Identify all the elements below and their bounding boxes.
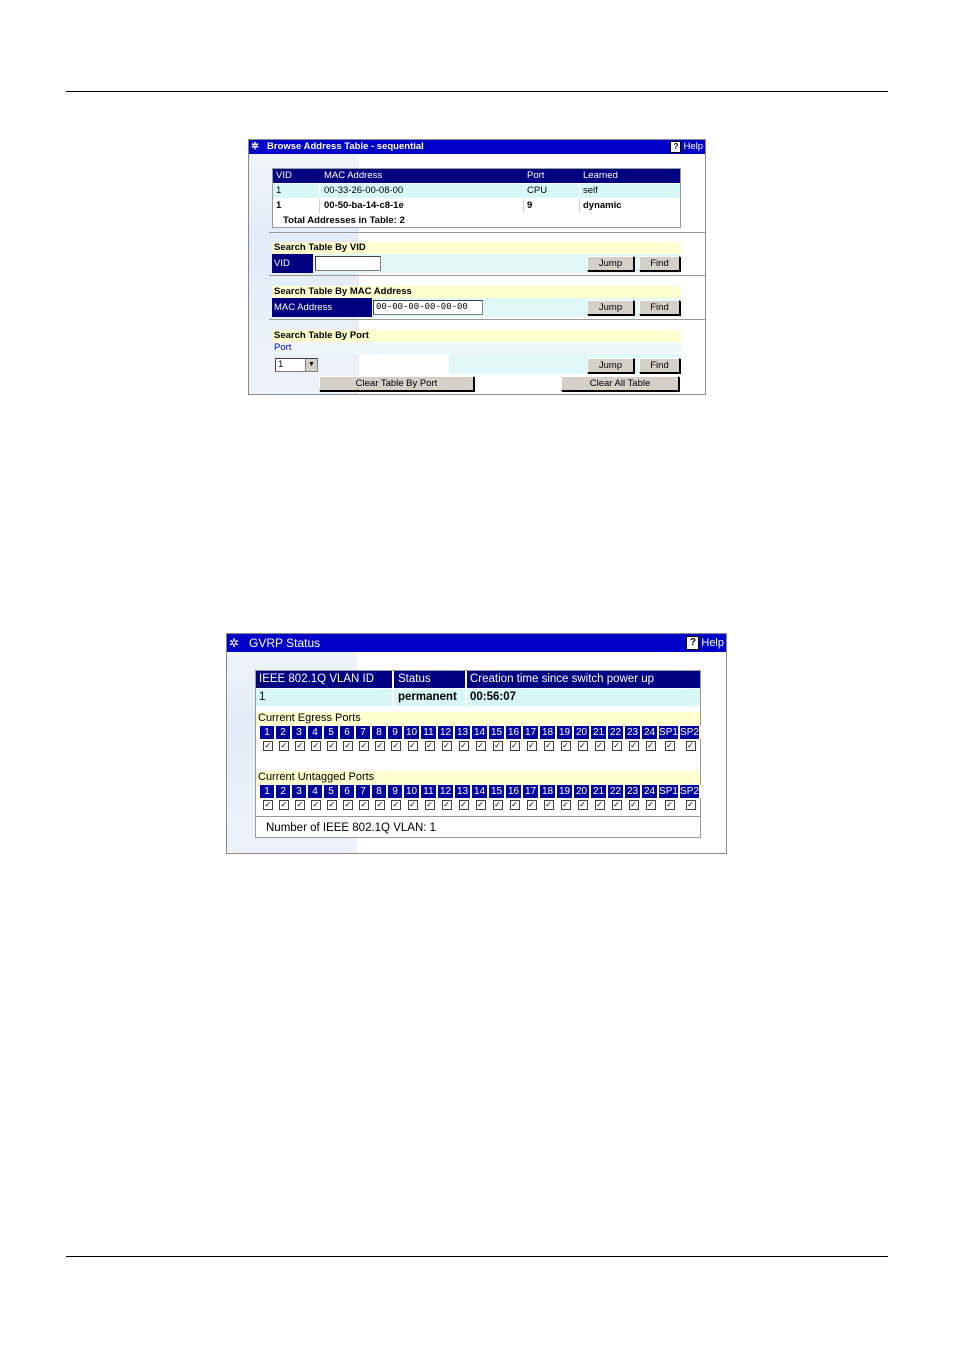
egress-port-cell bbox=[608, 740, 625, 752]
untagged-port-label-2: 2 bbox=[276, 785, 292, 798]
untagged-port-cell bbox=[523, 799, 540, 811]
egress-port-checkbox-8[interactable]: ✓ bbox=[376, 741, 384, 750]
port-select-value: 1 bbox=[278, 359, 284, 370]
help-icon: ? bbox=[670, 141, 681, 153]
snowflake-icon: ✲ bbox=[251, 141, 259, 152]
egress-port-cell bbox=[356, 740, 372, 752]
egress-port-cell bbox=[642, 740, 659, 752]
untagged-port-cell bbox=[276, 799, 292, 811]
egress-port-label-22: 22 bbox=[608, 726, 625, 739]
help-label: Help bbox=[701, 637, 724, 649]
help-link[interactable] bbox=[670, 140, 703, 154]
untagged-port-checkbox-18[interactable]: ✓ bbox=[545, 800, 552, 809]
table-row[interactable] bbox=[256, 689, 700, 706]
untagged-port-label-16: 16 bbox=[506, 785, 523, 798]
untagged-port-checkbox-15[interactable]: ✓ bbox=[494, 800, 501, 809]
cell-port: CPU bbox=[524, 184, 580, 198]
untagged-port-cell bbox=[324, 799, 340, 811]
egress-port-cell bbox=[625, 740, 642, 752]
egress-port-cell bbox=[659, 740, 680, 752]
table-row[interactable] bbox=[273, 199, 680, 213]
untagged-port-cell bbox=[608, 799, 625, 811]
egress-port-label-6: 6 bbox=[340, 726, 356, 739]
egress-port-checkbox-24[interactable]: ✓ bbox=[647, 741, 654, 750]
untagged-port-cell bbox=[625, 799, 642, 811]
untagged-port-cell bbox=[540, 799, 557, 811]
egress-port-checkbox-19[interactable]: ✓ bbox=[562, 741, 569, 750]
search-vid-heading: Search Table By VID bbox=[272, 242, 681, 254]
untagged-port-checkbox-sp2[interactable]: ✓ bbox=[687, 800, 694, 809]
vid-jump-button[interactable]: Jump bbox=[587, 256, 634, 271]
cell-learned: dynamic bbox=[583, 200, 622, 211]
egress-port-checkbox-10[interactable]: ✓ bbox=[409, 741, 416, 750]
cell-creation-time: 00:56:07 bbox=[470, 691, 517, 703]
vid-label: VID bbox=[272, 254, 313, 273]
vid-find-button[interactable]: Find bbox=[639, 256, 680, 271]
egress-port-cell bbox=[388, 740, 404, 752]
egress-port-cell bbox=[372, 740, 388, 752]
untagged-port-label-20: 20 bbox=[574, 785, 591, 798]
egress-port-cell bbox=[557, 740, 574, 752]
col-status: Status bbox=[395, 671, 467, 688]
untagged-port-checkbox-24[interactable]: ✓ bbox=[647, 800, 654, 809]
untagged-port-cell bbox=[308, 799, 324, 811]
egress-port-checkbox-6[interactable]: ✓ bbox=[344, 741, 352, 750]
untagged-port-checkbox-9[interactable]: ✓ bbox=[392, 800, 400, 809]
egress-port-checkbox-13[interactable]: ✓ bbox=[460, 741, 467, 750]
untagged-port-label-1: 1 bbox=[260, 785, 276, 798]
egress-port-cell bbox=[276, 740, 292, 752]
divider bbox=[269, 232, 705, 233]
untagged-port-checkbox-22[interactable]: ✓ bbox=[613, 800, 620, 809]
cell-vid: 1 bbox=[273, 199, 320, 213]
untagged-port-cell bbox=[557, 799, 574, 811]
untagged-port-label-9: 9 bbox=[388, 785, 404, 798]
egress-port-checkboxes bbox=[260, 740, 701, 752]
header-rule bbox=[66, 91, 888, 92]
untagged-port-checkbox-11[interactable]: ✓ bbox=[426, 800, 433, 809]
egress-port-cell bbox=[404, 740, 421, 752]
mac-address-label: MAC Address bbox=[272, 298, 372, 317]
help-link[interactable] bbox=[686, 634, 724, 652]
egress-port-checkbox-20[interactable]: ✓ bbox=[579, 741, 586, 750]
window-title: Browse Address Table - sequential bbox=[267, 141, 424, 152]
untagged-port-label-12: 12 bbox=[438, 785, 455, 798]
vlan-count: Number of IEEE 802.1Q VLAN: 1 bbox=[266, 822, 437, 834]
mac-jump-button[interactable]: Jump bbox=[587, 300, 634, 315]
clear-table-by-port-button[interactable]: Clear Table By Port bbox=[319, 376, 474, 391]
untagged-port-cell bbox=[292, 799, 308, 811]
table-row[interactable] bbox=[273, 184, 680, 198]
egress-port-checkbox-4[interactable]: ✓ bbox=[312, 741, 320, 750]
egress-port-label-16: 16 bbox=[506, 726, 523, 739]
address-table bbox=[272, 168, 681, 228]
egress-port-cell bbox=[472, 740, 489, 752]
egress-port-label-20: 20 bbox=[574, 726, 591, 739]
egress-port-cell bbox=[540, 740, 557, 752]
port-find-button[interactable]: Find bbox=[639, 358, 680, 373]
egress-port-cell bbox=[438, 740, 455, 752]
untagged-port-cell bbox=[489, 799, 506, 811]
egress-port-cell bbox=[489, 740, 506, 752]
port-select[interactable] bbox=[275, 358, 318, 372]
window-title: GVRP Status bbox=[249, 636, 321, 650]
untagged-port-checkbox-1[interactable]: ✓ bbox=[264, 800, 272, 809]
untagged-port-checkbox-4[interactable]: ✓ bbox=[312, 800, 320, 809]
egress-port-cell bbox=[506, 740, 523, 752]
egress-port-checkbox-1[interactable]: ✓ bbox=[264, 741, 272, 750]
untagged-port-checkbox-17[interactable]: ✓ bbox=[528, 800, 535, 809]
egress-port-label-sp1: SP1 bbox=[659, 726, 680, 739]
egress-port-checkbox-14[interactable]: ✓ bbox=[477, 741, 484, 750]
egress-port-cell bbox=[591, 740, 608, 752]
gvrp-panel bbox=[255, 670, 701, 838]
untagged-port-label-5: 5 bbox=[324, 785, 340, 798]
title-bar bbox=[227, 634, 726, 652]
gvrp-status-window bbox=[226, 633, 727, 854]
egress-port-checkbox-3[interactable]: ✓ bbox=[296, 741, 304, 750]
clear-all-table-button[interactable]: Clear All Table bbox=[561, 376, 679, 391]
col-port: Port bbox=[527, 170, 545, 181]
cell-status: permanent bbox=[395, 689, 467, 706]
divider bbox=[256, 816, 700, 817]
port-jump-button[interactable]: Jump bbox=[587, 358, 634, 373]
help-icon: ? bbox=[686, 636, 699, 650]
egress-port-label-15: 15 bbox=[489, 726, 506, 739]
port-label: Port bbox=[272, 342, 681, 354]
egress-port-label-8: 8 bbox=[372, 726, 388, 739]
snowflake-icon: ✲ bbox=[229, 636, 240, 650]
egress-port-label-1: 1 bbox=[260, 726, 276, 739]
cell-vlan-id: 1 bbox=[256, 689, 394, 706]
col-creation-time: Creation time since switch power up bbox=[470, 673, 655, 685]
untagged-port-label-17: 17 bbox=[523, 785, 540, 798]
untagged-port-cell bbox=[591, 799, 608, 811]
untagged-port-numbers bbox=[260, 785, 701, 798]
untagged-port-checkbox-13[interactable]: ✓ bbox=[460, 800, 467, 809]
egress-port-checkbox-11[interactable]: ✓ bbox=[426, 741, 433, 750]
untagged-port-checkbox-16[interactable]: ✓ bbox=[511, 800, 518, 809]
chevron-down-icon[interactable]: ▼ bbox=[305, 359, 317, 371]
untagged-port-checkbox-6[interactable]: ✓ bbox=[344, 800, 352, 809]
egress-port-label-5: 5 bbox=[324, 726, 340, 739]
search-port-heading: Search Table By Port bbox=[272, 330, 681, 342]
untagged-port-label-6: 6 bbox=[340, 785, 356, 798]
gvrp-table-header bbox=[256, 671, 700, 688]
egress-port-label-10: 10 bbox=[404, 726, 421, 739]
untagged-port-checkbox-21[interactable]: ✓ bbox=[596, 800, 603, 809]
divider bbox=[269, 275, 705, 276]
egress-port-label-24: 24 bbox=[642, 726, 659, 739]
egress-port-checkbox-5[interactable]: ✓ bbox=[328, 741, 336, 750]
egress-port-cell bbox=[260, 740, 276, 752]
egress-port-checkbox-sp1[interactable]: ✓ bbox=[666, 741, 673, 750]
egress-port-cell bbox=[421, 740, 438, 752]
egress-port-numbers bbox=[260, 726, 701, 739]
egress-port-cell bbox=[523, 740, 540, 752]
egress-port-label-21: 21 bbox=[591, 726, 608, 739]
title-bar bbox=[249, 140, 705, 154]
egress-port-checkbox-21[interactable]: ✓ bbox=[596, 741, 603, 750]
untagged-port-checkboxes bbox=[260, 799, 701, 811]
untagged-port-checkbox-7[interactable]: ✓ bbox=[360, 800, 368, 809]
egress-port-cell bbox=[455, 740, 472, 752]
egress-port-cell bbox=[292, 740, 308, 752]
untagged-port-label-15: 15 bbox=[489, 785, 506, 798]
egress-port-checkbox-18[interactable]: ✓ bbox=[545, 741, 552, 750]
egress-port-checkbox-23[interactable]: ✓ bbox=[630, 741, 637, 750]
untagged-port-cell bbox=[372, 799, 388, 811]
egress-port-label-13: 13 bbox=[455, 726, 472, 739]
untagged-port-cell bbox=[356, 799, 372, 811]
untagged-port-checkbox-12[interactable]: ✓ bbox=[443, 800, 450, 809]
untagged-port-cell bbox=[659, 799, 680, 811]
mac-address-input[interactable]: 00-00-00-00-00-00 bbox=[373, 300, 483, 315]
untagged-port-cell bbox=[574, 799, 591, 811]
egress-port-cell bbox=[574, 740, 591, 752]
untagged-port-checkbox-19[interactable]: ✓ bbox=[562, 800, 569, 809]
egress-port-checkbox-22[interactable]: ✓ bbox=[613, 741, 620, 750]
vid-input[interactable] bbox=[315, 256, 381, 271]
egress-port-label-19: 19 bbox=[557, 726, 574, 739]
egress-port-checkbox-16[interactable]: ✓ bbox=[511, 741, 518, 750]
search-mac-heading: Search Table By MAC Address bbox=[272, 286, 681, 298]
egress-port-label-7: 7 bbox=[356, 726, 372, 739]
untagged-port-cell bbox=[404, 799, 421, 811]
egress-port-label-11: 11 bbox=[421, 726, 438, 739]
total-addresses: Total Addresses in Table: 2 bbox=[283, 215, 405, 226]
egress-port-label-sp2: SP2 bbox=[680, 726, 701, 739]
egress-port-label-12: 12 bbox=[438, 726, 455, 739]
untagged-port-checkbox-3[interactable]: ✓ bbox=[296, 800, 304, 809]
egress-heading: Current Egress Ports bbox=[256, 712, 700, 725]
egress-port-cell bbox=[680, 740, 701, 752]
untagged-port-checkbox-8[interactable]: ✓ bbox=[376, 800, 384, 809]
untagged-port-label-18: 18 bbox=[540, 785, 557, 798]
untagged-heading: Current Untagged Ports bbox=[256, 771, 700, 784]
untagged-port-checkbox-10[interactable]: ✓ bbox=[409, 800, 416, 809]
untagged-port-cell bbox=[388, 799, 404, 811]
egress-port-checkbox-12[interactable]: ✓ bbox=[443, 741, 450, 750]
untagged-port-checkbox-20[interactable]: ✓ bbox=[579, 800, 586, 809]
egress-port-label-2: 2 bbox=[276, 726, 292, 739]
address-table-window bbox=[248, 139, 706, 395]
cell-mac: 00-50-ba-14-c8-1e bbox=[321, 199, 524, 213]
untagged-port-cell bbox=[506, 799, 523, 811]
cell-port: 9 bbox=[524, 199, 580, 213]
untagged-port-label-23: 23 bbox=[625, 785, 642, 798]
untagged-port-label-4: 4 bbox=[308, 785, 324, 798]
untagged-port-checkbox-2[interactable]: ✓ bbox=[280, 800, 288, 809]
cell-vid: 1 bbox=[273, 184, 320, 198]
untagged-port-cell bbox=[642, 799, 659, 811]
egress-port-checkbox-7[interactable]: ✓ bbox=[360, 741, 368, 750]
untagged-port-label-14: 14 bbox=[472, 785, 489, 798]
egress-port-label-9: 9 bbox=[388, 726, 404, 739]
egress-port-label-14: 14 bbox=[472, 726, 489, 739]
table-header bbox=[273, 169, 680, 183]
untagged-port-checkbox-5[interactable]: ✓ bbox=[328, 800, 336, 809]
untagged-port-label-sp2: SP2 bbox=[680, 785, 701, 798]
egress-port-cell bbox=[340, 740, 356, 752]
untagged-port-label-24: 24 bbox=[642, 785, 659, 798]
footer-rule bbox=[66, 1256, 888, 1257]
untagged-port-label-21: 21 bbox=[591, 785, 608, 798]
egress-port-label-17: 17 bbox=[523, 726, 540, 739]
untagged-port-checkbox-23[interactable]: ✓ bbox=[630, 800, 637, 809]
untagged-port-cell bbox=[421, 799, 438, 811]
untagged-port-label-19: 19 bbox=[557, 785, 574, 798]
untagged-port-label-7: 7 bbox=[356, 785, 372, 798]
col-mac: MAC Address bbox=[324, 170, 383, 181]
cell-mac: 00-33-26-00-08-00 bbox=[321, 184, 524, 198]
egress-port-checkbox-sp2[interactable]: ✓ bbox=[687, 741, 694, 750]
egress-port-checkbox-9[interactable]: ✓ bbox=[392, 741, 400, 750]
untagged-port-label-8: 8 bbox=[372, 785, 388, 798]
untagged-port-label-3: 3 bbox=[292, 785, 308, 798]
egress-port-label-3: 3 bbox=[292, 726, 308, 739]
untagged-port-cell bbox=[438, 799, 455, 811]
egress-port-label-18: 18 bbox=[540, 726, 557, 739]
untagged-port-cell bbox=[680, 799, 701, 811]
untagged-port-cell bbox=[340, 799, 356, 811]
untagged-port-label-22: 22 bbox=[608, 785, 625, 798]
egress-port-cell bbox=[324, 740, 340, 752]
col-learned: Learned bbox=[583, 170, 618, 181]
untagged-port-label-sp1: SP1 bbox=[659, 785, 680, 798]
egress-port-label-4: 4 bbox=[308, 726, 324, 739]
untagged-port-label-10: 10 bbox=[404, 785, 421, 798]
mac-find-button[interactable]: Find bbox=[639, 300, 680, 315]
col-vid: VID bbox=[276, 170, 292, 181]
divider bbox=[269, 319, 705, 320]
untagged-port-checkbox-14[interactable]: ✓ bbox=[477, 800, 484, 809]
egress-port-label-23: 23 bbox=[625, 726, 642, 739]
untagged-port-label-13: 13 bbox=[455, 785, 472, 798]
untagged-port-label-11: 11 bbox=[421, 785, 438, 798]
untagged-port-cell bbox=[455, 799, 472, 811]
egress-port-cell bbox=[308, 740, 324, 752]
col-vlan-id: IEEE 802.1Q VLAN ID bbox=[256, 671, 394, 688]
egress-port-checkbox-15[interactable]: ✓ bbox=[494, 741, 501, 750]
untagged-port-checkbox-sp1[interactable]: ✓ bbox=[666, 800, 673, 809]
egress-port-checkbox-2[interactable]: ✓ bbox=[280, 741, 288, 750]
egress-port-checkbox-17[interactable]: ✓ bbox=[528, 741, 535, 750]
cell-learned: self bbox=[583, 185, 598, 196]
untagged-port-cell bbox=[260, 799, 276, 811]
untagged-port-cell bbox=[472, 799, 489, 811]
help-label: Help bbox=[683, 141, 703, 152]
